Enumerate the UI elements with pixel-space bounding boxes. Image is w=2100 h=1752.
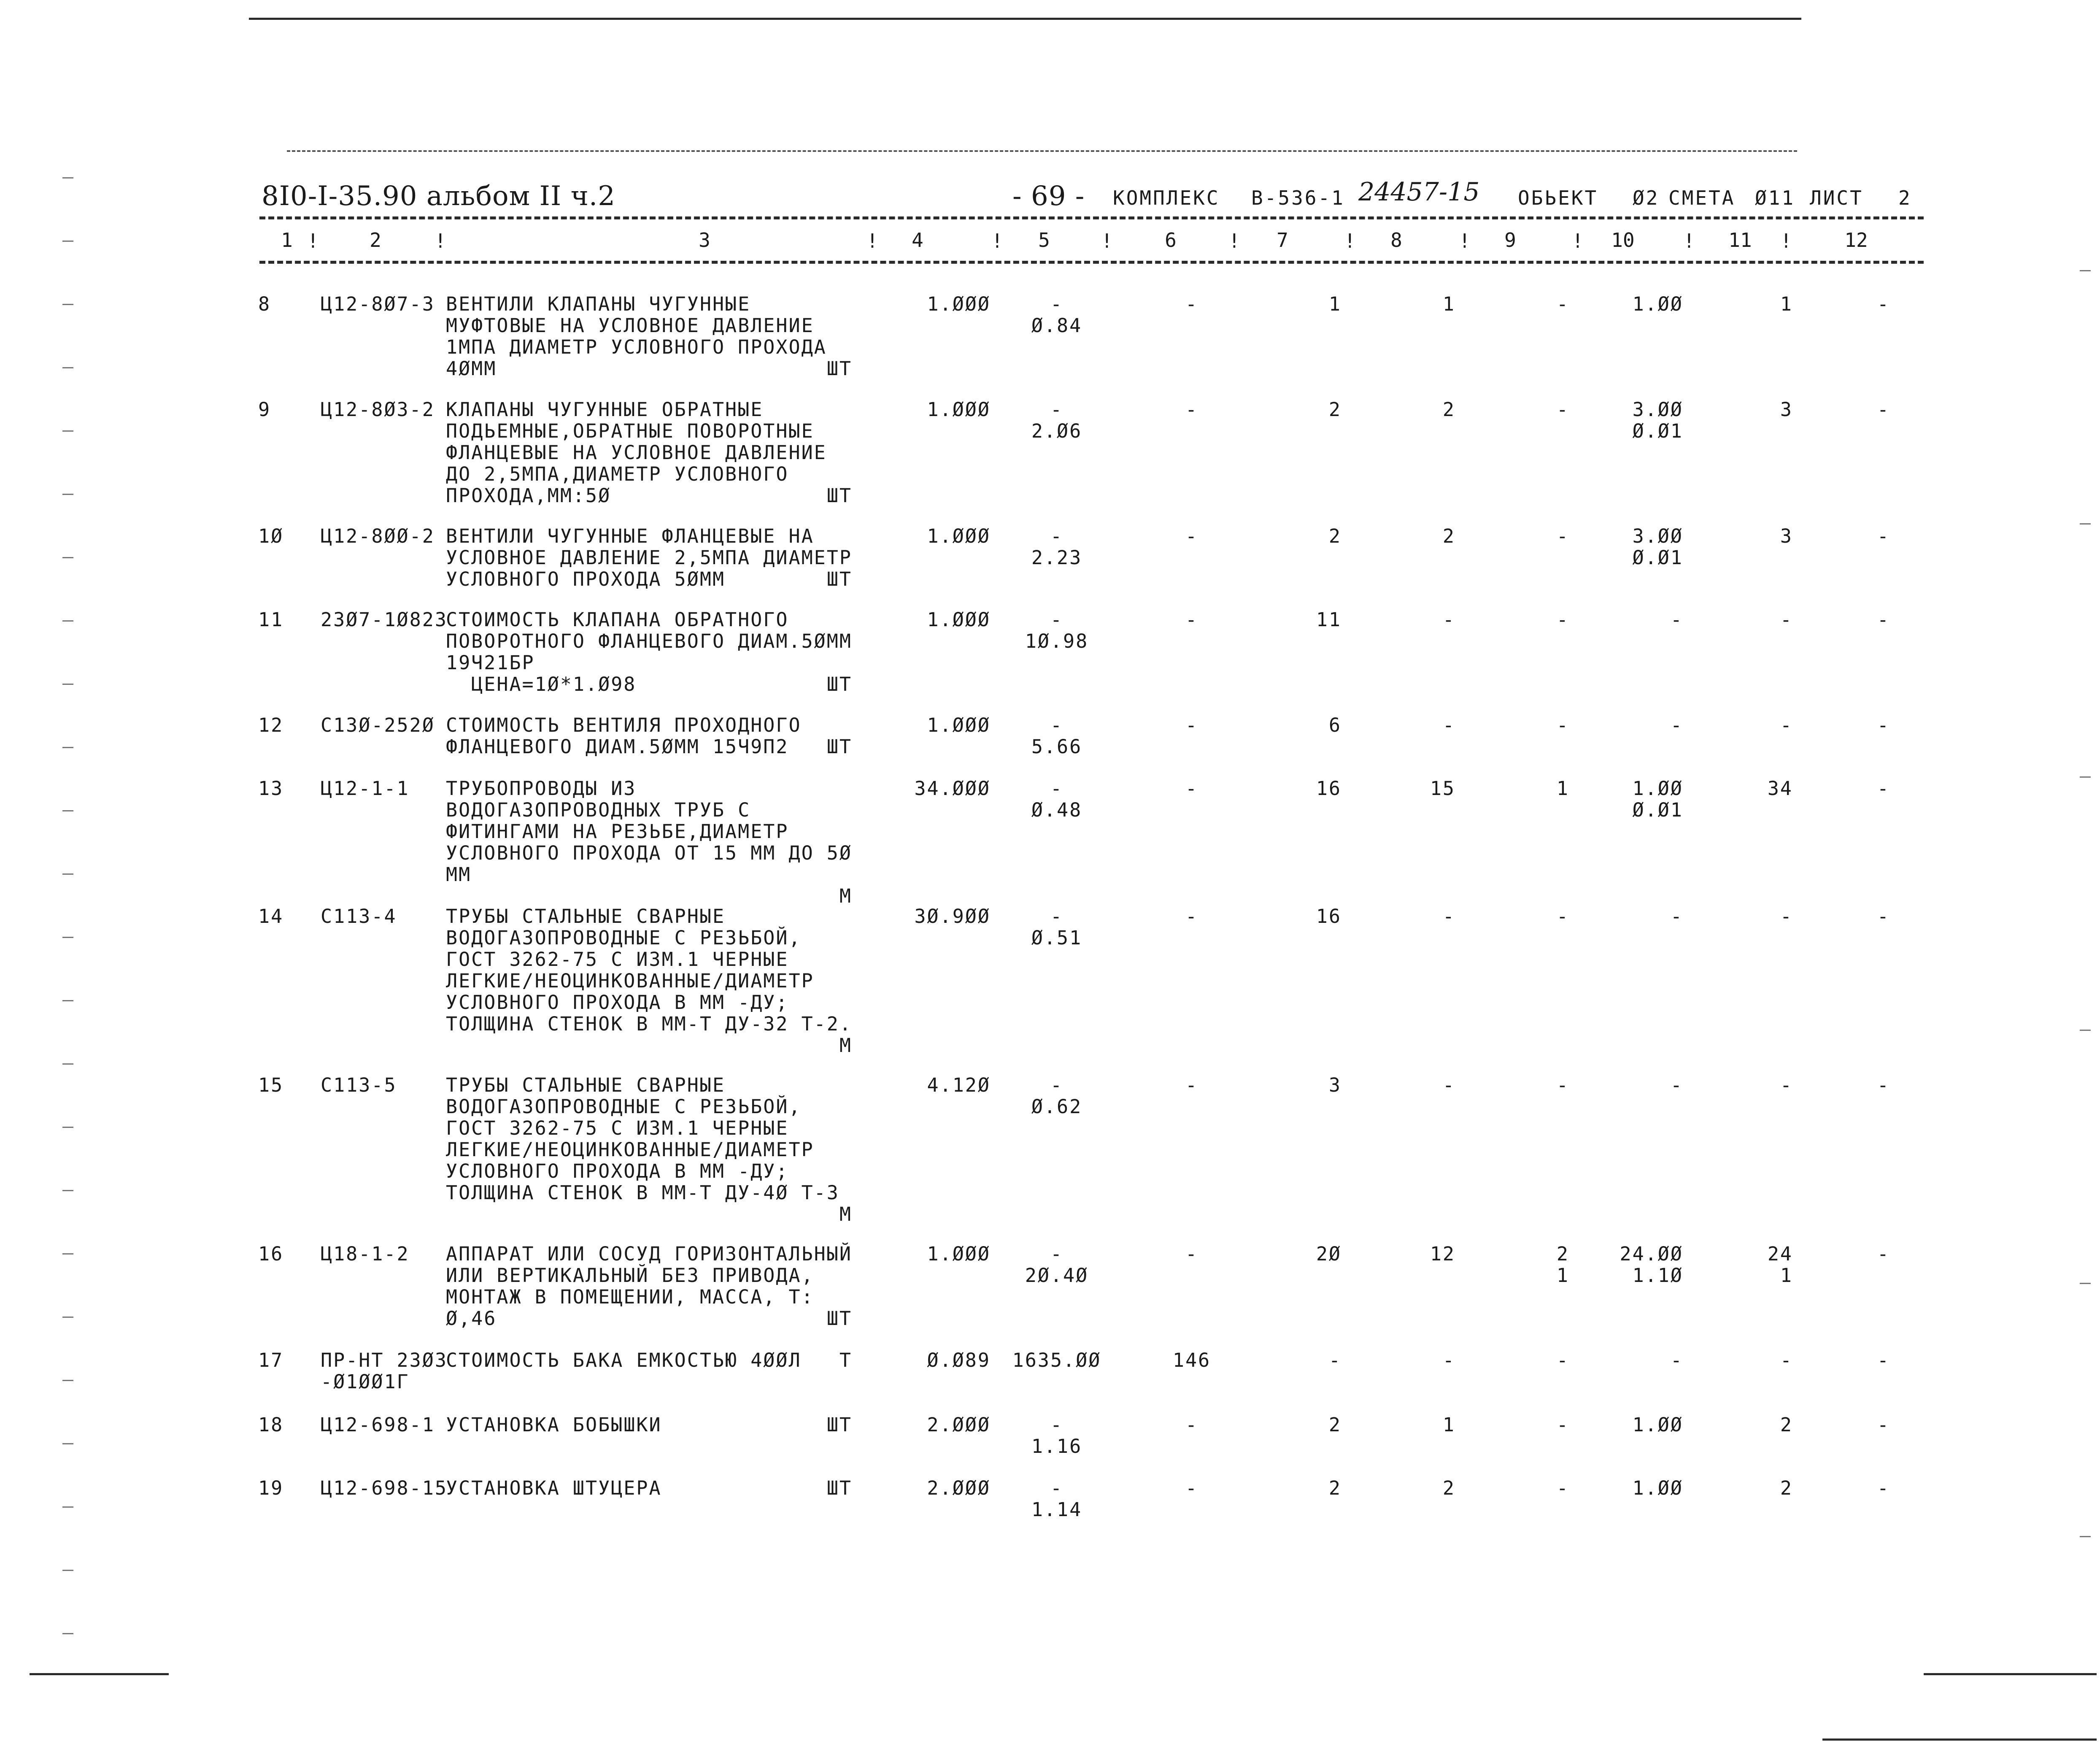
col-8-value: 2 xyxy=(1442,525,1455,547)
col-10-value: 1.ØØ xyxy=(1632,1414,1683,1436)
col-12-value: - xyxy=(1877,1414,1890,1436)
col-separator: ! xyxy=(866,230,878,252)
col-11-value: 1 xyxy=(1780,293,1793,315)
col-12-value: - xyxy=(1877,714,1890,736)
col-12-value: - xyxy=(1877,293,1890,315)
col-7-value: 2 xyxy=(1328,1477,1342,1499)
work-description: КЛАПАНЫ ЧУГУННЫЕ ОБРАТНЫЕ ПОДЬЕМНЫЕ,ОБРАТНЫЕ ПОВОРОТНЫЕ ФЛАНЦЕВЫЕ НА УСЛОВНОЕ ДАВЛЕНИЕ ДО 2,5МПА,ДИАМЕТР УСЛОВНОГО ПРОХОДА,ММ:5Ø xyxy=(446,398,827,507)
col-separator: ! xyxy=(307,230,319,252)
unit: ШТ xyxy=(826,568,852,590)
position-code: Ц18-1-2 xyxy=(321,1243,410,1265)
col-separator: ! xyxy=(1459,230,1471,252)
col-4-quantity: Ø.Ø89 xyxy=(927,1349,991,1371)
col-10-value: - xyxy=(1670,1349,1683,1371)
unit: ШТ xyxy=(826,357,852,380)
col-6: 6 xyxy=(1165,229,1177,251)
col-11-value: 24 1 xyxy=(1767,1243,1793,1287)
col-separator: ! xyxy=(435,230,446,252)
scan-bottom-right-line xyxy=(1924,1673,2097,1675)
position-code: Ц12-8Ø3-2 xyxy=(321,398,435,421)
col-2: 2 xyxy=(370,229,381,251)
smeta-value: Ø11 xyxy=(1755,187,1795,209)
col-5-value: - Ø.84 xyxy=(1031,293,1082,337)
col-separator: ! xyxy=(991,230,1003,252)
col-4-quantity: 2.ØØØ xyxy=(927,1414,991,1436)
col-10-value: - xyxy=(1670,905,1683,927)
col-12-value: - xyxy=(1877,525,1890,547)
col-12-value: - xyxy=(1877,608,1890,631)
col-6-value: 146 xyxy=(1172,1349,1211,1371)
col-6-value: - xyxy=(1185,398,1198,421)
col-separator: ! xyxy=(1780,230,1792,252)
work-description: УСТАНОВКА БОБЫШКИ xyxy=(446,1414,662,1436)
scan-upper-rule xyxy=(287,150,1797,152)
col-10: 10 xyxy=(1611,229,1635,251)
col-6-value: - xyxy=(1185,905,1198,927)
col-4-quantity: 4.12Ø xyxy=(927,1074,991,1096)
komplex-label: КОМПЛЕКС xyxy=(1113,187,1220,209)
col-12-value: - xyxy=(1877,777,1890,800)
col-11-value: - xyxy=(1780,1074,1793,1096)
unit: М xyxy=(839,885,852,907)
col-10-value: 3.ØØ Ø.Ø1 xyxy=(1632,398,1683,442)
col-5-value: - 5.66 xyxy=(1031,714,1082,758)
work-description: ТРУБЫ СТАЛЬНЫЕ СВАРНЫЕ ВОДОГАЗОПРОВОДНЫЕ С РЕЗЬБОЙ, ГОСТ 3262-75 С ИЗМ.1 ЧЕРНЫЕ ЛЕГКИЕ/НЕОЦИНКОВАННЫЕ/ДИАМЕТР УСЛОВНОГО ПРОХОДА В ММ -ДУ; ТОЛЩИНА СТЕНОК В ММ-Т ДУ-4Ø Т-3 xyxy=(446,1074,839,1204)
unit: Т xyxy=(839,1349,852,1371)
col-7-value: 6 xyxy=(1328,714,1342,736)
col-8-value: 15 xyxy=(1430,777,1455,800)
col-6-value: - xyxy=(1185,1414,1198,1436)
col-8-value: - xyxy=(1442,905,1455,927)
smeta-label: СМЕТА xyxy=(1668,187,1736,209)
col-7-value: 16 xyxy=(1316,777,1342,800)
col-8-value: - xyxy=(1442,1349,1455,1371)
row-number: 16 xyxy=(258,1243,284,1265)
col-7-value: 16 xyxy=(1316,905,1342,927)
col-7: 7 xyxy=(1277,229,1288,251)
object-value: Ø2 xyxy=(1633,187,1660,209)
col-11: 11 xyxy=(1728,229,1752,251)
col-7-value: 1 xyxy=(1328,293,1342,315)
col-12-value: - xyxy=(1877,1243,1890,1265)
col-6-value: - xyxy=(1185,714,1198,736)
col-4-quantity: 2.ØØØ xyxy=(927,1477,991,1499)
unit: ШТ xyxy=(826,673,852,695)
col-8-value: - xyxy=(1442,714,1455,736)
col-4: 4 xyxy=(912,229,923,251)
row-number: 18 xyxy=(258,1414,284,1436)
col-5-value: 1635.ØØ xyxy=(1012,1349,1101,1371)
row-number: 14 xyxy=(258,905,284,927)
col-8-value: - xyxy=(1442,1074,1455,1096)
col-10-value: - xyxy=(1670,1074,1683,1096)
col-separator: ! xyxy=(1683,230,1695,252)
work-description: ТРУБЫ СТАЛЬНЫЕ СВАРНЫЕ ВОДОГАЗОПРОВОДНЫЕ С РЕЗЬБОЙ, ГОСТ 3262-75 С ИЗМ.1 ЧЕРНЫЕ ЛЕГКИЕ/НЕОЦИНКОВАННЫЕ/ДИАМЕТР УСЛОВНОГО ПРОХОДА В ММ -ДУ; ТОЛЩИНА СТЕНОК В ММ-Т ДУ-32 Т-2. xyxy=(446,905,852,1035)
position-code: С13Ø-252Ø xyxy=(321,714,435,736)
position-code: С113-4 xyxy=(321,905,397,927)
col-5: 5 xyxy=(1038,229,1050,251)
col-8-value: 1 xyxy=(1442,1414,1455,1436)
list-value: 2 xyxy=(1898,187,1912,209)
row-number: 19 xyxy=(258,1477,284,1499)
unit: М xyxy=(839,1203,852,1225)
col-1: 1 xyxy=(281,229,293,251)
col-5-value: - Ø.51 xyxy=(1031,905,1082,949)
col-9-value: - xyxy=(1556,1349,1569,1371)
col-7-value: 2 xyxy=(1328,1414,1342,1436)
row-number: 13 xyxy=(258,777,284,800)
position-code: С113-5 xyxy=(321,1074,397,1096)
col-6-value: - xyxy=(1185,1074,1198,1096)
col-5-value: - 1.16 xyxy=(1031,1414,1082,1457)
col-5-value: - 2.Ø6 xyxy=(1031,398,1082,442)
col-7-value: 3 xyxy=(1328,1074,1342,1096)
col-separator: ! xyxy=(1572,230,1584,252)
col-5-value: - 2.23 xyxy=(1031,525,1082,569)
col-12-value: - xyxy=(1877,1477,1890,1499)
col-5-value: - 2Ø.4Ø xyxy=(1025,1243,1089,1287)
col-separator: ! xyxy=(1101,230,1113,252)
komplex-code: В-536-1 xyxy=(1251,187,1345,209)
col-11-value: 34 xyxy=(1767,777,1793,800)
col-12-value: - xyxy=(1877,398,1890,421)
unit: ШТ xyxy=(826,1414,852,1436)
row-number: 15 xyxy=(258,1074,284,1096)
unit: М xyxy=(839,1034,852,1057)
position-code: Ц12-698-15 xyxy=(321,1477,448,1499)
header-rule-bottom xyxy=(259,261,1924,264)
col-10-value: - xyxy=(1670,608,1683,631)
col-6-value: - xyxy=(1185,293,1198,315)
col-9-value: - xyxy=(1556,608,1569,631)
col-9-value: - xyxy=(1556,525,1569,547)
col-4-quantity: 1.ØØØ xyxy=(927,714,991,736)
col-11-value: - xyxy=(1780,905,1793,927)
col-6-value: - xyxy=(1185,777,1198,800)
unit: ШТ xyxy=(826,1307,852,1330)
col-11-value: - xyxy=(1780,714,1793,736)
col-10-value: 24.ØØ 1.1Ø xyxy=(1620,1243,1683,1287)
work-description: ВЕНТИЛИ КЛАПАНЫ ЧУГУННЫЕ МУФТОВЫЕ НА УСЛОВНОЕ ДАВЛЕНИЕ 1МПА ДИАМЕТР УСЛОВНОГО ПРОХОДА 4ØММ xyxy=(446,293,827,380)
row-number: 1Ø xyxy=(258,525,284,547)
row-number: 11 xyxy=(258,608,284,631)
col-4-quantity: 3Ø.9ØØ xyxy=(914,905,991,927)
row-number: 9 xyxy=(258,398,271,421)
col-10-value: 1.ØØ Ø.Ø1 xyxy=(1632,777,1683,821)
unit: ШТ xyxy=(826,1477,852,1499)
col-10-value: 3.ØØ Ø.Ø1 xyxy=(1632,525,1683,569)
col-3: 3 xyxy=(699,229,710,251)
col-12-value: - xyxy=(1877,1074,1890,1096)
row-number: 17 xyxy=(258,1349,284,1371)
col-8-value: - xyxy=(1442,608,1455,631)
object-label: ОБЬЕКТ xyxy=(1518,187,1598,209)
col-5-value: - Ø.62 xyxy=(1031,1074,1082,1118)
col-7-value: 2 xyxy=(1328,525,1342,547)
col-10-value: 1.ØØ xyxy=(1632,1477,1683,1499)
col-4-quantity: 1.ØØØ xyxy=(927,525,991,547)
col-9-value: - xyxy=(1556,714,1569,736)
col-11-value: 3 xyxy=(1780,525,1793,547)
row-number: 12 xyxy=(258,714,284,736)
col-10-value: 1.ØØ xyxy=(1632,293,1683,315)
list-label: ЛИСТ xyxy=(1810,187,1863,209)
scan-top-line xyxy=(249,18,1801,20)
work-description: УСТАНОВКА ШТУЦЕРА xyxy=(446,1477,662,1499)
col-5-value: - Ø.48 xyxy=(1031,777,1082,821)
col-4-quantity: 1.ØØØ xyxy=(927,1243,991,1265)
scan-bottom-left-line xyxy=(30,1673,169,1675)
col-5-value: - 1Ø.98 xyxy=(1025,608,1089,652)
col-8-value: 12 xyxy=(1430,1243,1455,1265)
unit: ШТ xyxy=(826,735,852,758)
col-6-value: - xyxy=(1185,1243,1198,1265)
work-description: АППАРАТ ИЛИ СОСУД ГОРИЗОНТАЛЬНЫЙ ИЛИ ВЕРТИКАЛЬНЫЙ БЕЗ ПРИВОДА, МОНТАЖ В ПОМЕЩЕНИИ, МАССА, Т: Ø,46 xyxy=(446,1243,852,1330)
col-12: 12 xyxy=(1844,229,1868,251)
col-9-value: - xyxy=(1556,398,1569,421)
col-8-value: 2 xyxy=(1442,398,1455,421)
col-separator: ! xyxy=(1344,230,1356,252)
col-9-value: 2 1 xyxy=(1556,1243,1569,1287)
col-9-value: 1 xyxy=(1556,777,1569,800)
work-description: СТОИМОСТЬ ВЕНТИЛЯ ПРОХОДНОГО ФЛАНЦЕВОГО ДИАМ.5ØММ 15Ч9П2 xyxy=(446,714,802,758)
col-9-value: - xyxy=(1556,1074,1569,1096)
work-description: СТОИМОСТЬ БАКА ЕМКОСТЬЮ 4ØØЛ xyxy=(446,1349,802,1371)
col-11-value: 3 xyxy=(1780,398,1793,421)
work-description: СТОИМОСТЬ КЛАПАНА ОБРАТНОГО ПОВОРОТНОГО ФЛАНЦЕВОГО ДИАМ.5ØММ 19Ч21БР ЦЕНА=1Ø*1.Ø98 xyxy=(446,608,852,695)
col-7-value: 2Ø xyxy=(1316,1243,1342,1265)
page-number: - 69 - xyxy=(1012,181,1085,212)
col-4-quantity: 1.ØØØ xyxy=(927,608,991,631)
position-code: 23Ø7-1Ø823 xyxy=(321,608,448,631)
col-5-value: - 1.14 xyxy=(1031,1477,1082,1521)
col-8-value: 1 xyxy=(1442,293,1455,315)
col-6-value: - xyxy=(1185,608,1198,631)
position-code: Ц12-1-1 xyxy=(321,777,410,800)
col-11-value: 2 xyxy=(1780,1477,1793,1499)
position-code: Ц12-8Ø7-3 xyxy=(321,293,435,315)
handwritten-code: 24457-15 xyxy=(1358,177,1480,207)
scan-bottom-edge-line xyxy=(1822,1738,2097,1741)
col-12-value: - xyxy=(1877,905,1890,927)
col-11-value: 2 xyxy=(1780,1414,1793,1436)
col-6-value: - xyxy=(1185,1477,1198,1499)
col-12-value: - xyxy=(1877,1349,1890,1371)
position-code: Ц12-8ØØ-2 xyxy=(321,525,435,547)
col-9-value: - xyxy=(1556,1414,1569,1436)
col-4-quantity: 1.ØØØ xyxy=(927,293,991,315)
album-title: 8I0-I-35.90 альбом II ч.2 xyxy=(262,181,615,212)
row-number: 8 xyxy=(258,293,271,315)
col-7-value: 11 xyxy=(1316,608,1342,631)
col-6-value: - xyxy=(1185,525,1198,547)
col-11-value: - xyxy=(1780,608,1793,631)
header-rule-top xyxy=(259,216,1924,219)
col-9: 9 xyxy=(1504,229,1516,251)
position-code: Ц12-698-1 xyxy=(321,1414,435,1436)
col-8-value: 2 xyxy=(1442,1477,1455,1499)
col-9-value: - xyxy=(1556,905,1569,927)
col-9-value: - xyxy=(1556,293,1569,315)
work-description: ВЕНТИЛИ ЧУГУННЫЕ ФЛАНЦЕВЫЕ НА УСЛОВНОЕ ДАВЛЕНИЕ 2,5МПА ДИАМЕТР УСЛОВНОГО ПРОХОДА 5ØММ xyxy=(446,525,852,590)
col-8: 8 xyxy=(1390,229,1402,251)
position-code: ПР-НТ 23Ø3 -Ø1ØØ1Г xyxy=(321,1349,448,1393)
unit: ШТ xyxy=(826,484,852,507)
col-separator: ! xyxy=(1228,230,1240,252)
col-7-value: 2 xyxy=(1328,398,1342,421)
col-9-value: - xyxy=(1556,1477,1569,1499)
col-4-quantity: 1.ØØØ xyxy=(927,398,991,421)
col-11-value: - xyxy=(1780,1349,1793,1371)
work-description: ТРУБОПРОВОДЫ ИЗ ВОДОГАЗОПРОВОДНЫХ ТРУБ С ФИТИНГАМИ НА РЕЗЬБЕ,ДИАМЕТР УСЛОВНОГО ПРОХОДА ОТ 15 ММ ДО 5Ø ММ xyxy=(446,777,852,886)
col-4-quantity: 34.ØØØ xyxy=(914,777,991,800)
col-7-value: - xyxy=(1328,1349,1342,1371)
col-10-value: - xyxy=(1670,714,1683,736)
